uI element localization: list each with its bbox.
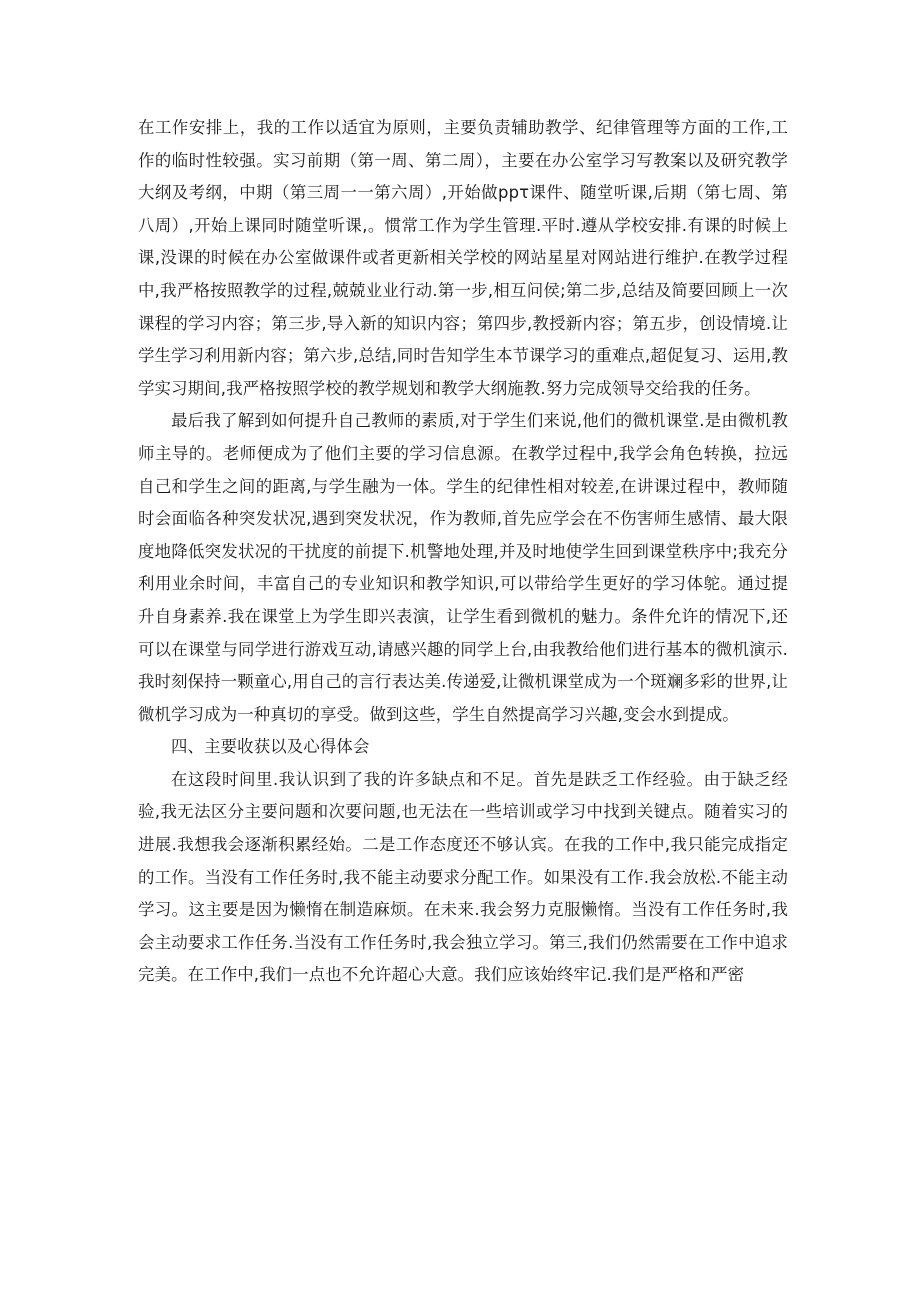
document-body (138, 112, 788, 992)
paragraph-gains-and-reflections: 在这段时间里.我认识到了我的许多缺点和不足。首先是趺乏工作经验。由于缺乏经验,我无法区分主要问题和次要问题,也无法在一些培训或学习中找到关键点。随着实习的进展.我想我会逐渐积累经始。二是工作态度还不够认宾。在我的工作中,我只能完成指定的工作。当没有工作任务时,我不能主动要求分配工作。如果没有工作.我会放松.不能主动学习。这主要是因为懒惰在制造麻烦。在未来.我会努力克服懒惰。当没有工作任务时,我会主动要求工作任务.当没有工作任务时,我会独立学习。第三,我们仍然需要在工作中追求完美。在工作中,我们一点也不允许超心大意。我们应该始终牢记.我们是严格和严密 (138, 769, 788, 985)
paragraph-work-arrangement: 在工作安排上，我的工作以适宜为原则，主要负责辅助教学、纪律管理等方面的工作,工作的临时性较强。实习前期（第一周、第二周），主要在办公室学习写教案以及研究教学大纲及考纲，中期（第三周一一第六周）,开始做ppτ课件、随堂听课,后期（第七周、第八周）,开始上课同时随堂听课,。惯常工作为学生管理.平时.遵从学校安排.有课的时候上课,没课的时候在办公室做课件或者更新相关学校的网站星星对网站进行维护.在教学过程中,我严格按照教学的过程,兢兢业业行动.第一步,相互问侯;第二步,总结及简要回顾上一次课程的学习内容；第三步,导入新的知识内容；第四步,教授新内容；第五步，创设情境.让学生学习利用新内容；第六步,总结,同时告知学生本节课学习的重难点,超促复习、运用,教学实习期间,我严格按照学校的教学规划和教学大纲施教.努力完成领导交给我的任务。 (138, 118, 788, 398)
section-heading: 四、主要收获以及心得体会 (171, 737, 370, 757)
paragraph-teacher-quality: 最后我了解到如何提升自己教师的素质,对于学生们来说,他们的微机课堂.是由微机教师主导的。老师便成为了他们主要的学习信息源。在教学过程中,我学会角色转换，拉远自己和学生之间的距离,与学生融为一体。学生的纪律性相对较差,在讲课过程中，教师随时会面临各种突发状况,遇到突发状况，作为教师,首先应学会在不伤害师生感情、最大限度地降低突发状况的干扰度的前提下.机警地处理,并及时地使学生回到课堂秩序中;我充分利用业余时间，丰富自己的专业知识和教学知识,可以带给学生更好的学习体鸵。通过提升自身素养.我在课堂上为学生即兴表演，让学生看到微机的魅力。条件允许的情况下,还可以在课堂与同学进行游戏互动,请感兴趣的同学上台,由我教给他们进行基本的微机演示.我时刻保持一颗童心,用自己的言行表达美.传递爱,让微机课堂成为一个斑斓多彩的世界,让微机学习成为一种真切的享受。做到这些，学生自然提高学习兴趣,变会水到提成。 (138, 411, 788, 724)
